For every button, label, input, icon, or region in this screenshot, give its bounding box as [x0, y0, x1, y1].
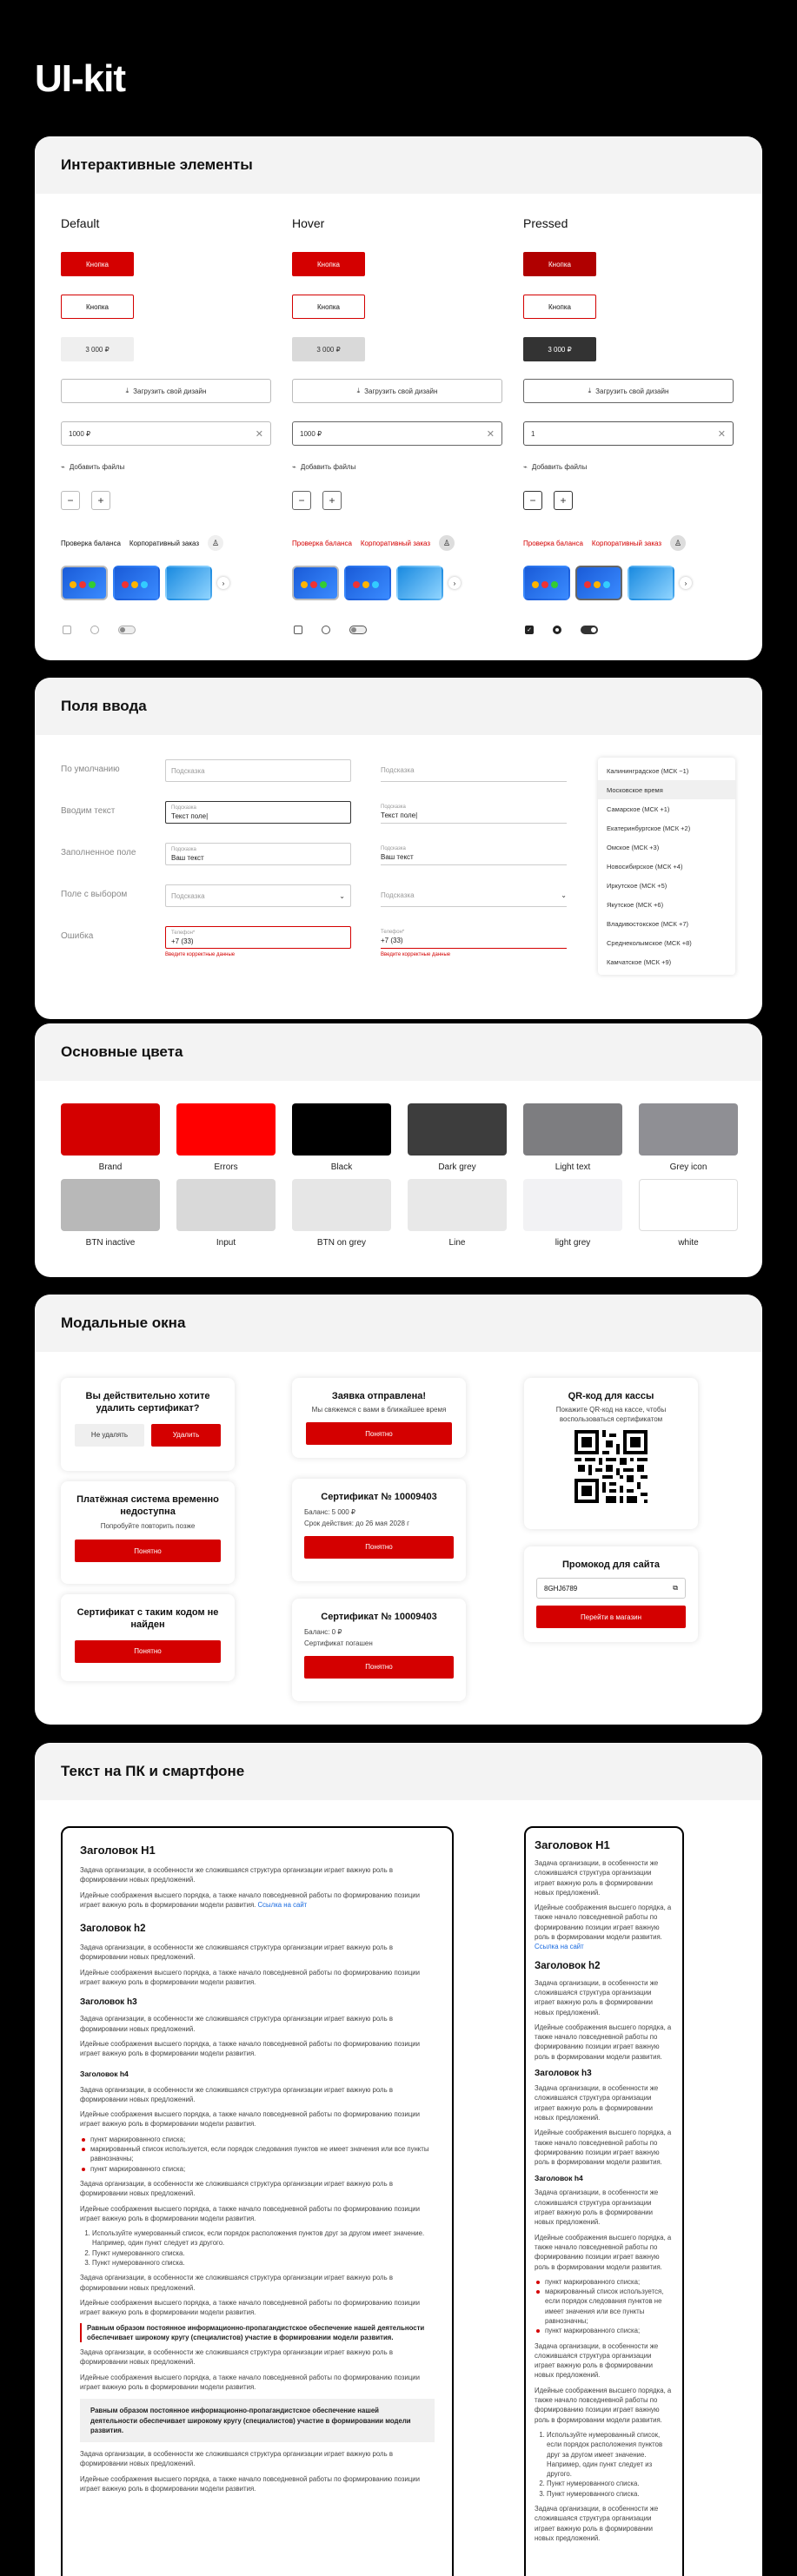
color-swatch — [523, 1103, 622, 1172]
certificate-term: Срок действия: до 26 мая 2028 г — [304, 1520, 410, 1528]
list-item: маркированный список используется, если порядок следования пунктов не имеет значения или все пункты равнозначны; — [535, 2287, 674, 2326]
swatch-fill — [408, 1179, 507, 1231]
swatch-fill — [292, 1179, 391, 1231]
upload-icon: ⤓ — [588, 387, 592, 394]
modal-subtitle: Покажите QR-код на кассе, чтобы воспользоваться сертификатом — [555, 1406, 667, 1424]
highlight-box: Равным образом постоянное информационно-пропагандистское обеспечение нашей деятельности обеспечивает широкому кругу (специалистов) участие в формировании модели развития. — [80, 2399, 435, 2442]
text-line-typing[interactable] — [381, 801, 567, 824]
qr-code-image — [575, 1430, 648, 1503]
column-title-pressed: Pressed — [523, 216, 568, 230]
design-thumb[interactable] — [575, 566, 622, 600]
swatch-fill — [408, 1103, 507, 1156]
paragraph: Задача организации, в особенности же сложившаяся структура организации играет важную роль в формировании новых предложений. — [80, 2179, 393, 2198]
color-swatch — [292, 1103, 391, 1172]
field-caption: Подсказка — [171, 805, 196, 811]
timezone-dropdown — [598, 758, 735, 975]
site-link[interactable]: Ссылка на сайт — [257, 1900, 308, 1909]
design-thumb[interactable] — [344, 566, 391, 600]
dropdown-option[interactable]: Иркутское (МСК +5) — [607, 881, 667, 890]
tabs-hover — [292, 535, 455, 551]
heading-h2: Заголовок h2 — [80, 1924, 146, 1935]
dropdown-option[interactable]: Екатеринбургское (МСК +2) — [607, 824, 691, 832]
paragraph: Задача организации, в особенности же сложившаяся структура организации играет важную роль в формировании новых предложений. — [80, 2085, 393, 2103]
certificate-used-modal — [292, 1599, 466, 1701]
promo-code-field[interactable] — [536, 1578, 686, 1599]
swatch-label: Grey icon — [669, 1162, 707, 1172]
tab-corporate[interactable]: Корпоративный заказ — [129, 539, 200, 547]
section-title: Поля ввода — [35, 678, 762, 735]
add-files-link[interactable] — [61, 463, 124, 471]
tab-balance[interactable]: Проверка баланса — [292, 539, 352, 547]
placeholder: Подсказка — [171, 766, 205, 775]
price-button[interactable]: 3 000 ₽ — [61, 337, 134, 361]
paragraph: Идейные соображения высшего порядка, а также начало повседневной работы по формированию позиции играет важную роль в формировании модели развития. — [535, 2129, 672, 2167]
paperclip-icon: ⌁ — [523, 463, 528, 471]
minus-button[interactable]: − — [61, 491, 80, 510]
certificate-balance: Баланс: 5 000 ₽ — [304, 1508, 356, 1517]
color-swatch — [61, 1179, 160, 1248]
paragraph: Идейные соображения высшего порядка, а также начало повседневной работы по формированию позиции играет важную роль в формировании модели развития. — [80, 2039, 421, 2058]
gift-icon[interactable]: ♙ — [670, 535, 686, 551]
card-carousel-pressed — [523, 566, 692, 600]
minus-button-pressed[interactable]: − — [523, 491, 542, 510]
primary-button-hover[interactable]: Кнопка — [292, 252, 365, 276]
swatch-fill — [176, 1103, 276, 1156]
toggle-on[interactable] — [581, 626, 598, 634]
add-files-label: Добавить файлы — [300, 463, 356, 471]
heading-h1: Заголовок H1 — [80, 1844, 156, 1857]
column-title-default: Default — [61, 216, 100, 230]
dropdown-option[interactable]: Самарское (МСК +1) — [607, 805, 670, 813]
upload-button-hover[interactable] — [292, 379, 502, 403]
design-thumb[interactable] — [113, 566, 160, 600]
modal-title: Сертификат № 10009403 — [321, 1612, 437, 1622]
color-swatch — [292, 1179, 391, 1248]
paragraph — [80, 1891, 435, 1910]
field-value: Текст поле| — [381, 811, 418, 819]
plus-button-pressed[interactable]: + — [554, 491, 573, 510]
placeholder: Подсказка — [381, 766, 415, 774]
minus-button-hover[interactable]: − — [292, 491, 311, 510]
chevron-right-icon[interactable]: › — [217, 577, 229, 589]
field-caption: Подсказка — [381, 805, 406, 810]
certificate-balance: Баланс: 0 ₽ — [304, 1628, 342, 1637]
paragraph: Идейные соображения высшего порядка, а также начало повседневной работы по формированию позиции играет важную роль в формировании модели развития. — [535, 2386, 672, 2424]
section-title: Текст на ПК и смартфоне — [35, 1743, 762, 1800]
field-caption: Телефон* — [381, 930, 405, 935]
column-title-hover: Hover — [292, 216, 325, 230]
list-item: пункт маркированного списка; — [535, 2277, 674, 2287]
modal-subtitle: Мы свяжемся с вами в ближайшее время — [311, 1406, 447, 1414]
list-item: 3. Пункт нумерованного списка. — [547, 2489, 674, 2499]
swatch-label: white — [678, 1238, 699, 1248]
swatch-fill — [61, 1103, 160, 1156]
secondary-button-hover[interactable]: Кнопка — [292, 295, 365, 319]
controls-default — [63, 626, 136, 634]
swatch-fill — [292, 1103, 391, 1156]
primary-button[interactable]: Кнопка — [61, 252, 134, 276]
paragraph: Идейные соображения высшего порядка, а также начало повседневной работы по формированию позиции играет важную роль в формировании модели развития. — [535, 2233, 672, 2271]
tabs-default — [61, 535, 223, 551]
add-files-link-hover[interactable] — [292, 463, 355, 471]
field-value: +7 (33) — [171, 937, 194, 945]
paragraph-text: Идейные соображения высшего порядка, а также начало повседневной работы по формированию позиции играет важную роль в формировании модели развития. — [535, 1904, 672, 1942]
select-line[interactable] — [381, 884, 567, 907]
colors-card — [35, 1023, 762, 1277]
chevron-down-icon: ⌄ — [339, 891, 345, 900]
amount-input[interactable] — [61, 421, 271, 446]
primary-button-pressed[interactable]: Кнопка — [523, 252, 596, 276]
swatch-label: Line — [448, 1238, 466, 1248]
row-label: Ошибка — [61, 931, 94, 941]
list-item: 3. Пункт нумерованного списка. — [92, 2258, 435, 2268]
sent-modal — [292, 1378, 466, 1458]
heading-h3: Заголовок h3 — [80, 1997, 137, 2008]
text-line-filled[interactable] — [381, 843, 567, 865]
delete-modal — [61, 1378, 235, 1471]
tab-corporate[interactable]: Корпоративный заказ — [591, 539, 662, 547]
list-item: маркированный список используется, если порядок следования пунктов не имеет значения или все пункты равнозначны; — [80, 2144, 435, 2164]
swatch-fill — [639, 1103, 738, 1156]
gift-icon[interactable]: ♙ — [439, 535, 455, 551]
upload-label: Загрузить свой дизайн — [595, 387, 669, 395]
card-carousel-hover — [292, 566, 461, 600]
swatch-label: BTN on grey — [316, 1238, 367, 1248]
no-delete-button[interactable]: Не удалять — [75, 1424, 144, 1447]
modal-title: Платёжная система временно недоступна — [76, 1494, 219, 1518]
paragraph: Идейные соображения высшего порядка, а также начало повседневной работы по формированию позиции играет важную роль в формировании модели развития. — [535, 2023, 672, 2061]
design-thumb[interactable] — [61, 566, 108, 600]
swatch-fill — [176, 1179, 276, 1231]
heading-h4: Заголовок h4 — [535, 2174, 583, 2183]
chevron-down-icon: ⌄ — [561, 891, 567, 899]
upload-label: Загрузить свой дизайн — [364, 387, 438, 395]
color-swatch — [639, 1103, 738, 1172]
row-label: Поле с выбором — [61, 890, 128, 899]
desktop-text-frame — [61, 1826, 454, 2576]
clear-icon[interactable]: ✕ — [717, 428, 726, 440]
list-item: 1. Используйте нумерованный список, если порядок расположения пунктов друг за другом имеет значение. Например, один пункт следует из другого. — [92, 2228, 435, 2248]
modal-title: Вы действительно хотите удалить сертификат? — [85, 1391, 210, 1414]
paragraph: Задача организации, в особенности же сложившаяся структура организации играет важную роль в формировании новых предложений. — [535, 2084, 659, 2122]
list-item: пункт маркированного списка; — [80, 2135, 435, 2144]
paragraph: Идейные соображения высшего порядка, а также начало повседневной работы по формированию позиции играет важную роль в формировании модели развития. — [80, 2204, 421, 2222]
dropdown-option[interactable]: Камчатское (МСК +9) — [607, 957, 672, 966]
ok-button[interactable]: Понятно — [304, 1656, 454, 1679]
row-label: По умолчанию — [61, 765, 120, 774]
placeholder: Подсказка — [381, 891, 415, 899]
promo-code-value: 8GHJ6789 — [544, 1584, 578, 1593]
upload-icon: ⤓ — [356, 387, 361, 394]
certificate-status: Сертификат погашен — [304, 1639, 373, 1648]
dropdown-option-active[interactable]: Московское время — [598, 780, 735, 799]
text-card — [35, 1743, 762, 2576]
section-title: Интерактивные элементы — [35, 136, 762, 194]
paragraph: Задача организации, в особенности же сложившаяся структура организации играет важную роль в формировании новых предложений. — [80, 2450, 393, 2468]
paragraph: Задача организации, в особенности же сложившаяся структура организации играет важную роль в формировании новых предложений. — [535, 2505, 659, 2542]
dropdown-option[interactable]: Якутское (МСК +6) — [607, 900, 664, 909]
field-value: +7 (33) — [381, 937, 403, 944]
field-caption: Подсказка — [171, 846, 196, 852]
modal-title: Сертификат с таким кодом не найден — [76, 1607, 219, 1631]
paragraph: Задача организации, в особенности же сложившаяся структура организации играет важную роль в формировании новых предложений. — [535, 1978, 659, 2016]
phone-line-error[interactable] — [381, 926, 567, 949]
radio[interactable] — [322, 626, 330, 634]
dropdown-option[interactable]: Новосибирское (МСК +4) — [607, 862, 683, 871]
certificate-modal — [292, 1479, 466, 1581]
copy-icon[interactable]: ⧉ — [673, 1584, 678, 1593]
modal-title: Заявка отправлена! — [331, 1391, 427, 1401]
field-value: Текст поле| — [171, 811, 209, 820]
paragraph: Задача организации, в особенности же сложившаяся структура организации играет важную роль в формировании новых предложений. — [80, 1944, 393, 1962]
upload-button[interactable] — [61, 379, 271, 403]
paragraph — [535, 1903, 674, 1951]
add-files-label: Добавить файлы — [531, 463, 588, 471]
section-title: Основные цвета — [35, 1023, 762, 1081]
heading-h2: Заголовок h2 — [535, 1960, 601, 1971]
list-item: 1. Используйте нумерованный список, если порядок расположения пунктов друг за другом имеет значение. Например, один пункт следует из другого. — [547, 2430, 674, 2479]
bullet-list — [535, 2277, 674, 2336]
list-item: пункт маркированного списка; — [535, 2326, 674, 2335]
chevron-right-icon[interactable]: › — [448, 577, 461, 589]
heading-h3: Заголовок h3 — [535, 2069, 592, 2079]
price-button-pressed[interactable]: 3 000 ₽ — [523, 337, 596, 361]
design-thumb[interactable] — [292, 566, 339, 600]
paragraph: Идейные соображения высшего порядка, а также начало повседневной работы по формированию позиции играет важную роль в формировании модели развития. — [80, 2373, 421, 2391]
swatch-label: Light text — [555, 1162, 591, 1172]
dropdown-option[interactable]: Среднеколымское (МСК +8) — [607, 938, 692, 947]
checkbox[interactable] — [63, 626, 71, 634]
numbered-list — [535, 2430, 674, 2499]
list-item: 2. Пункт нумерованного списка. — [547, 2479, 674, 2488]
card-carousel — [61, 566, 229, 600]
swatch-label: Errors — [214, 1162, 238, 1172]
bullet-list — [80, 2135, 435, 2174]
ok-button[interactable]: Понятно — [306, 1422, 452, 1445]
paperclip-icon: ⌁ — [292, 463, 296, 471]
amount-input-pressed[interactable] — [523, 421, 734, 446]
color-swatch — [408, 1179, 507, 1248]
color-swatch — [408, 1103, 507, 1172]
swatch-label: Dark grey — [438, 1162, 476, 1172]
secondary-button-pressed[interactable]: Кнопка — [523, 295, 596, 319]
plus-button[interactable]: + — [91, 491, 110, 510]
text-field-filled[interactable] — [165, 843, 351, 865]
heading-h1: Заголовок H1 — [535, 1838, 610, 1851]
text-field-default[interactable] — [165, 759, 351, 782]
toggle[interactable] — [349, 626, 367, 634]
paragraph: Задача организации, в особенности же сложившаяся структура организации играет важную роль в формировании новых предложений. — [535, 2341, 659, 2380]
checkbox[interactable] — [294, 626, 302, 634]
amount-input-hover[interactable] — [292, 421, 502, 446]
swatch-label: Black — [330, 1162, 353, 1172]
ok-button[interactable]: Понятно — [75, 1540, 221, 1562]
swatch-fill — [61, 1179, 160, 1231]
paperclip-icon: ⌁ — [61, 463, 65, 471]
row-label: Вводим текст — [61, 806, 116, 816]
select-field[interactable] — [165, 884, 351, 907]
color-swatch — [61, 1103, 160, 1172]
toggle[interactable] — [118, 626, 136, 634]
add-files-label: Добавить файлы — [69, 463, 125, 471]
color-swatch — [176, 1103, 276, 1172]
amount-value: 1 — [531, 429, 535, 438]
field-caption: Подсказка — [381, 846, 406, 851]
color-swatch — [523, 1179, 622, 1248]
dropdown-option[interactable]: Калининградское (МСК −1) — [607, 766, 689, 775]
swatch-fill — [523, 1179, 622, 1231]
gift-icon[interactable]: ♙ — [208, 535, 223, 551]
paragraph: Идейные соображения высшего порядка, а также начало повседневной работы по формированию позиции играет важную роль в формировании модели развития. — [80, 2474, 421, 2493]
controls-hover — [294, 626, 367, 634]
tab-balance[interactable]: Проверка баланса — [61, 539, 121, 547]
ok-button[interactable]: Понятно — [304, 1536, 454, 1559]
secondary-button[interactable]: Кнопка — [61, 295, 134, 319]
paragraph: Идейные соображения высшего порядка, а также начало повседневной работы по формированию позиции играет важную роль в формировании модели развития. — [80, 2298, 421, 2317]
paragraph: Идейные соображения высшего порядка, а также начало повседневной работы по формированию позиции играет важную роль в формировании модели развития. — [80, 2110, 421, 2129]
color-swatch — [176, 1179, 276, 1248]
swatch-label: Input — [216, 1238, 236, 1248]
paragraph: Задача организации, в особенности же сложившаяся структура организации играет важную роль в формировании новых предложений. — [80, 2348, 393, 2367]
payment-modal — [61, 1481, 235, 1584]
section-title: Модальные окна — [35, 1295, 762, 1352]
swatch-label: BTN inactive — [85, 1238, 136, 1248]
heading-h4: Заголовок h4 — [80, 2069, 129, 2078]
modal-title: Промокод для сайта — [562, 1560, 660, 1570]
site-link[interactable]: Ссылка на сайт — [535, 1943, 584, 1951]
checkbox-checked[interactable]: ✓ — [525, 626, 534, 634]
tabs-pressed — [523, 535, 686, 551]
ok-button[interactable]: Понятно — [75, 1640, 221, 1663]
list-item: 2. Пункт нумерованного списка. — [92, 2248, 435, 2258]
design-thumb[interactable] — [523, 566, 570, 600]
phone-field-error[interactable] — [165, 926, 351, 949]
upload-label: Загрузить свой дизайн — [133, 387, 207, 395]
numbered-list — [80, 2228, 435, 2268]
upload-icon: ⤓ — [125, 387, 130, 394]
error-message: Введите корректные данные — [165, 952, 236, 957]
modal-title: Сертификат № 10009403 — [321, 1492, 437, 1502]
paragraph: Идейные соображения высшего порядка, а также начало повседневной работы по формированию позиции играет важную роль в формировании модели развития. — [80, 1968, 421, 1987]
radio[interactable] — [90, 626, 99, 634]
chevron-right-icon[interactable]: › — [680, 577, 692, 589]
interactive-card — [35, 136, 762, 660]
modal-subtitle: Попробуйте повторить позже — [100, 1521, 196, 1530]
promo-modal — [524, 1546, 698, 1642]
paragraph: Задача организации, в особенности же сложившаяся структура организации играет важную роль в формировании новых предложений. — [80, 2015, 393, 2033]
swatch-fill — [639, 1179, 738, 1231]
mobile-text-frame — [524, 1826, 684, 2576]
tab-balance[interactable]: Проверка баланса — [523, 539, 583, 547]
delete-button[interactable]: Удалить — [151, 1424, 221, 1447]
page-title: UI-kit — [35, 57, 125, 100]
amount-value: 1000 ₽ — [69, 429, 91, 438]
list-item: пункт маркированного списка; — [80, 2164, 435, 2174]
modals-card — [35, 1295, 762, 1725]
swatch-label: light grey — [555, 1238, 591, 1248]
not-found-modal — [61, 1594, 235, 1681]
design-thumb[interactable] — [396, 566, 443, 600]
text-field-typing[interactable] — [165, 801, 351, 824]
field-caption: Телефон* — [171, 930, 196, 936]
field-value: Ваш текст — [381, 853, 414, 861]
dropdown-option[interactable]: Омское (МСК +3) — [607, 843, 660, 851]
go-shop-button[interactable]: Перейти в магазин — [536, 1606, 686, 1628]
paragraph: Задача организации, в особенности же сложившаяся структура организации играет важную роль в формировании новых предложений. — [80, 2274, 393, 2292]
clear-icon[interactable]: ✕ — [255, 428, 263, 440]
swatch-fill — [523, 1103, 622, 1156]
blockquote: Равным образом постоянное информационно-пропагандистское обеспечение нашей деятельности обеспечивает широкому кругу (специалистов) участие в формировании модели развития. — [80, 2323, 435, 2343]
paragraph: Задача организации, в особенности же сложившаяся структура организации играет важную роль в формировании новых предложений. — [535, 1859, 659, 1897]
qr-modal — [524, 1378, 698, 1529]
placeholder: Подсказка — [171, 891, 205, 900]
field-value: Ваш текст — [171, 853, 204, 862]
paragraph: Задача организации, в особенности же сложившаяся структура организации играет важную роль в формировании новых предложений. — [535, 2189, 659, 2227]
paragraph-text: Идейные соображения высшего порядка, а также начало повседневной работы по формированию позиции играет важную роль в формировании модели развития. — [80, 1891, 421, 1909]
color-swatch — [639, 1179, 738, 1248]
plus-button-hover[interactable]: + — [322, 491, 342, 510]
modal-title: QR-код для кассы — [568, 1391, 654, 1401]
design-thumb[interactable] — [165, 566, 212, 600]
dropdown-option[interactable]: Владивостокское (МСК +7) — [607, 919, 689, 928]
controls-pressed — [525, 626, 598, 634]
swatch-label: Brand — [98, 1162, 123, 1172]
text-line-default[interactable] — [381, 759, 567, 782]
add-files-link-pressed[interactable] — [523, 463, 587, 471]
radio-selected[interactable] — [553, 626, 561, 634]
swatch-grid — [61, 1103, 739, 1248]
paragraph: Задача организации, в особенности же сложившаяся структура организации играет важную роль в формировании новых предложений. — [80, 1866, 393, 1884]
design-thumb[interactable] — [628, 566, 674, 600]
clear-icon[interactable]: ✕ — [486, 428, 495, 440]
row-label: Заполненное поле — [61, 848, 136, 858]
upload-button-pressed[interactable] — [523, 379, 734, 403]
inputs-card — [35, 678, 762, 1019]
error-message: Введите корректные данные — [381, 952, 451, 957]
price-button-hover[interactable]: 3 000 ₽ — [292, 337, 365, 361]
tab-corporate[interactable]: Корпоративный заказ — [360, 539, 431, 547]
amount-value: 1000 ₽ — [300, 429, 322, 438]
